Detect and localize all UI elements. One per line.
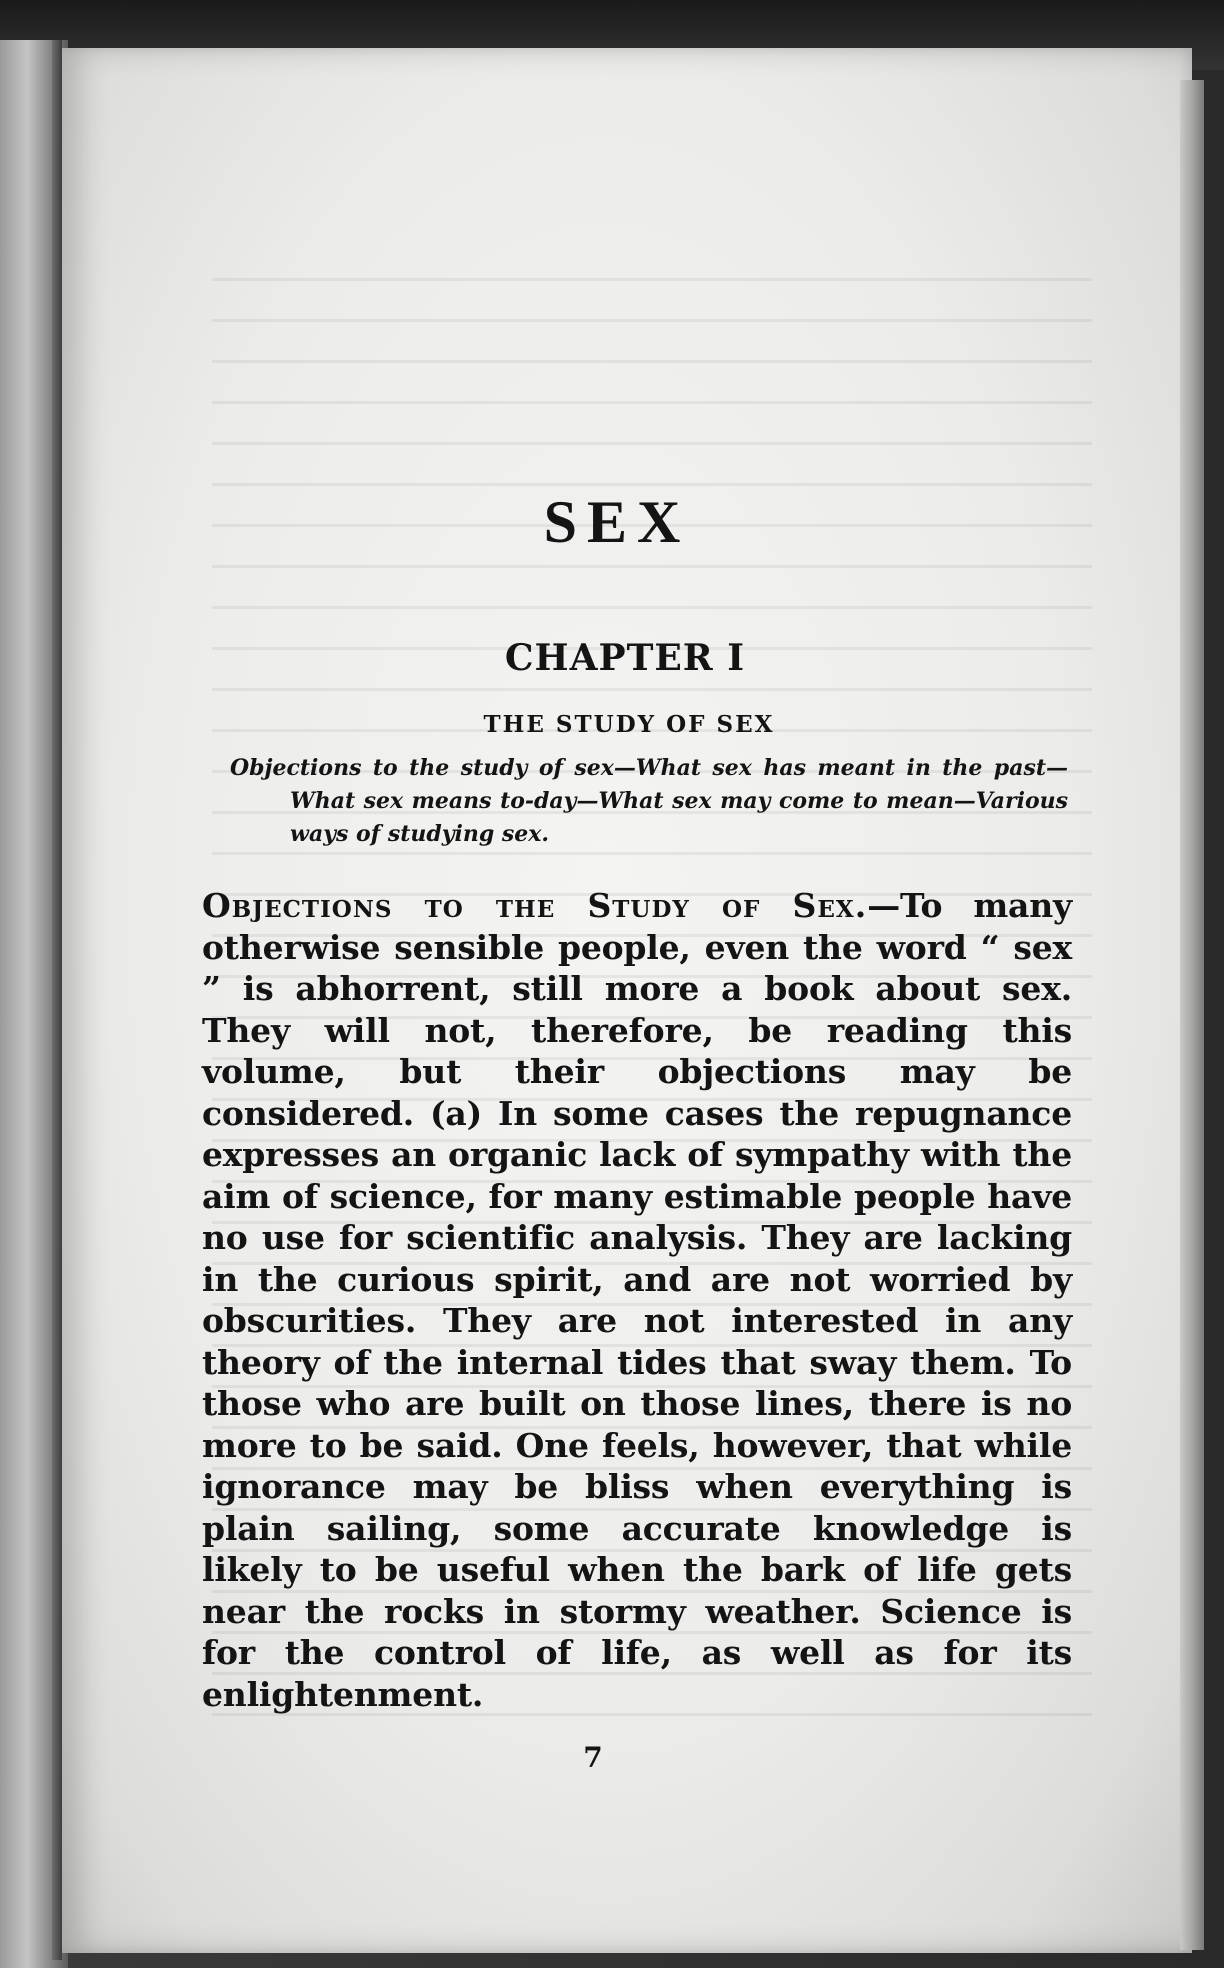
chapter-title: CHAPTER I bbox=[504, 637, 746, 679]
page-text-block bbox=[202, 488, 1072, 1715]
page-stack-edge bbox=[1180, 80, 1204, 1950]
body-paragraph bbox=[202, 885, 1072, 1715]
page-number: 7 bbox=[583, 1741, 603, 1774]
section-title: THE STUDY OF SEX bbox=[483, 711, 775, 738]
paragraph-text: —To many otherwise sensible people, even the word “ sex ” is abhorrent, still more a book about sex. They will not, therefore, be reading this volume, but their objections may be considered. (a) In some cases the repugnance expresses an organic lack of sympathy with the aim of science, for many estimable people have no use for scientific analysis. They are lacking in the curious spirit, and are not worried by obscurities. They are not interested in any theory of the internal tides that sway them. To those who are built on those lines, there is no more to be said. One feels, however, that while ignorance may be bliss when everything is plain sailing, some accurate knowledge is likely to be useful when the bark of life gets near the rocks in stormy weather. Science is for the control of life, as well as for its enlightenment. bbox=[202, 886, 1072, 1714]
book-page bbox=[62, 48, 1192, 1953]
running-title: SEX bbox=[543, 489, 691, 555]
chapter-synopsis: Objections to the study of sex—What sex has meant in the past—What sex means to-day—What sex may come to mean—Various ways of studying sex. bbox=[230, 755, 1068, 847]
paragraph-lead-in: Objections to the Study of Sex. bbox=[202, 886, 868, 925]
book-spine-gutter bbox=[52, 40, 62, 1960]
